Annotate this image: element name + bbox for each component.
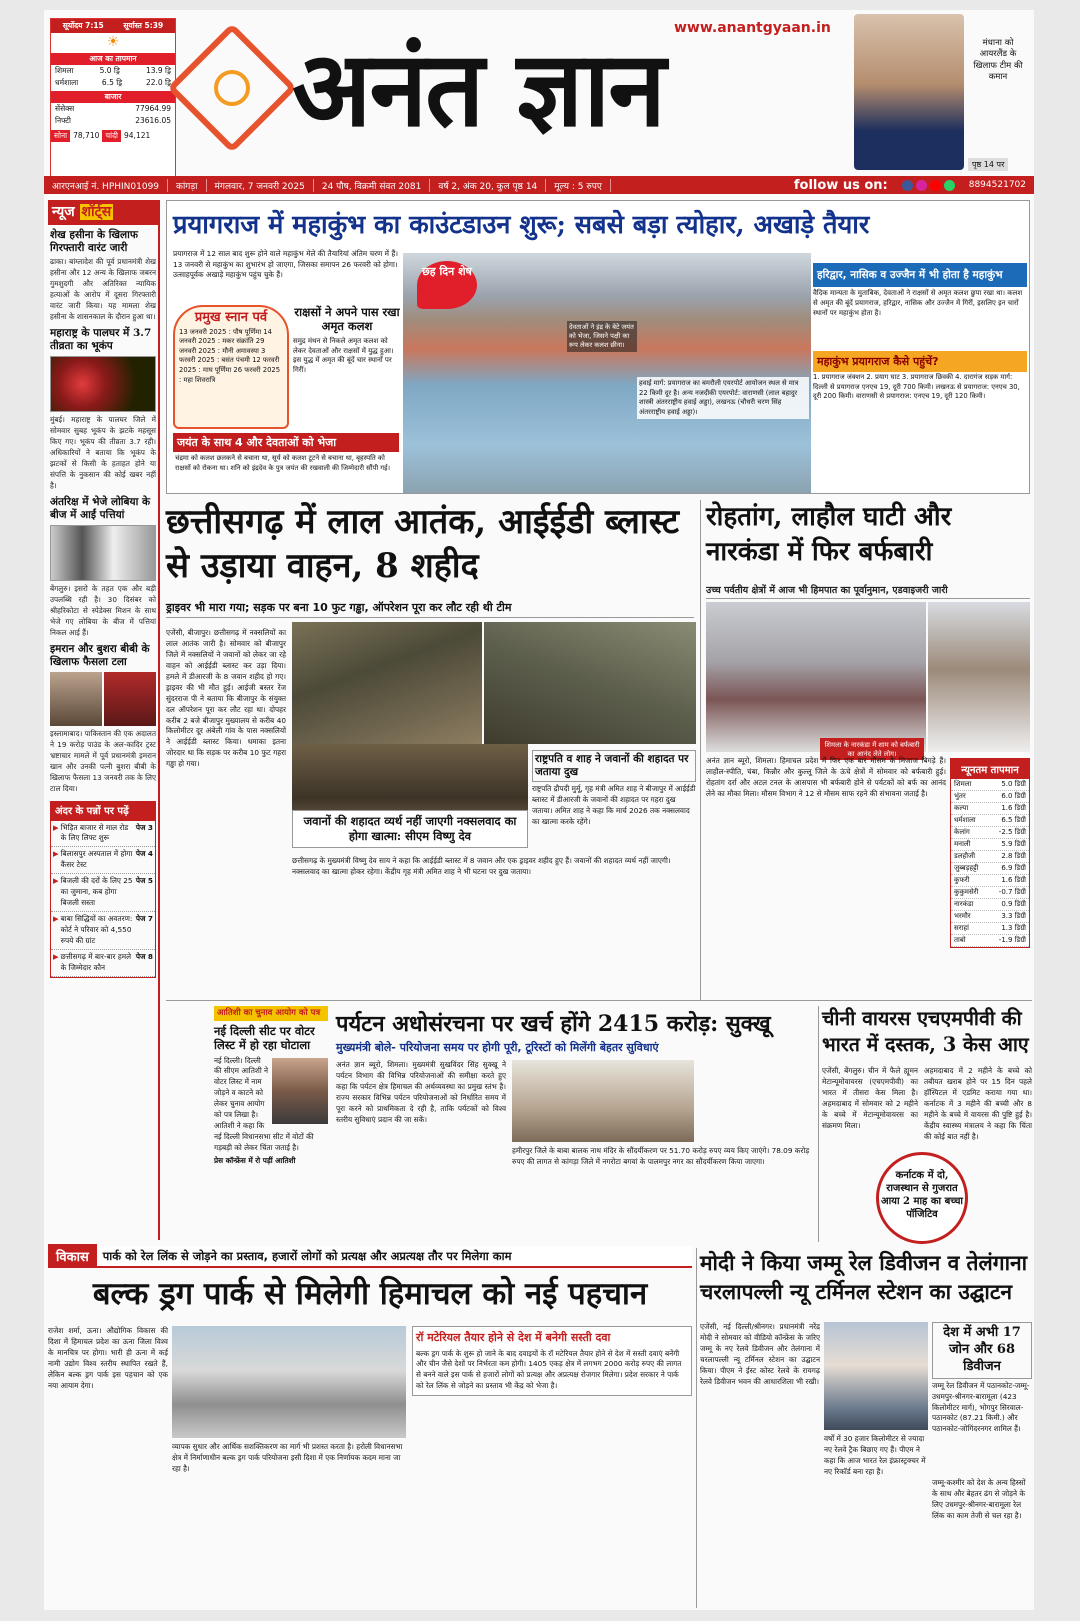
facebook-icon[interactable] [902,180,913,191]
snowfall-subheadline: उच्च पर्वतीय क्षेत्रों में आज भी हिमपात का पूर्वानुमान, एडवाइजरी जारी [706,583,1030,599]
issue-date: मंगलवार, 7 जनवरी 2025 [207,179,314,192]
inside-item[interactable]: ▶ बाबा सिद्धियों का अवतरण: कोर्ट ने परिवार को 4,550 रुपये की ग्रांट पेज 7 [51,912,155,950]
president-box [532,750,696,828]
inside-item[interactable]: ▶ बिलासपुर अस्पताल में होगा कैंसर टेस्ट पेज 4 [51,847,155,874]
min-temp-table [950,758,1030,948]
short-headline: इमरान और बुशरा बीबी के खिलाफ फैसला टला [50,642,150,668]
newspaper-page [44,10,1034,1610]
cm-quote-text: छत्तीसगढ़ के मुख्यमंत्री विष्णु देव साय ने कहा कि आईईडी ब्लास्ट में 8 जवान और एक ड्राइवर शहीद हुए हैं। जवानों की शहादत व्यर्थ नहीं जाएगी। नक्सलवाद का खात्मा होकर रहेगा। केंद्रीय गृह मंत्री अमित शाह ने भी घटना पर दुख जताया। [292,856,671,876]
amrit-box [293,305,401,376]
temp-row [951,779,1029,791]
atishi-photo [272,1058,328,1124]
how-to-reach-text: 1. प्रयागराज जंक्शन 2. प्रयाग घाट 3. प्रयागराज छिवकी 4. दारागंज सड़क मार्ग: दिल्ली से प्रयागराज एनएच 19, दूरी 700 किमी। लखनऊ से प्रयागराज: एनएच 30, दूरी 200 किमी। वाराणसी से प्रयागराज: एनएच 19, दूरी 120 किमी। [813,373,1020,401]
modi-photo [824,1322,928,1430]
kumbh-intro: प्रयागराज में 12 साल बाद शुरू होने वाले महाकुंभ मेले की तैयारियां अंतिम चरण में हैं। 13 जनवरी से महाकुंभ का शुभारंभ हो जाएगा, जिसका समापन 26 फरवरी को होगा। उत्साहपूर्वक अखाड़े महाकुंभ पहुंच चुके हैं। [173,249,398,280]
temp-city: ताबो [954,936,966,944]
hmpv-headline: चीनी वायरस एचएमपीवी की भारत में दस्तक, 3 केस आए [822,1007,1029,1057]
temp-value: 3.3 डिग्री [1001,912,1026,920]
rni-number: आरएनआई नं. HPHIN01099 [44,179,168,192]
whatsapp-icon[interactable] [944,180,955,191]
portrait-imran [50,672,102,726]
short-text: बेंगलुरु। इसरो के तहत एक और बड़ी उपलब्धि रही है। 30 दिसंबर को श्रीहरिकोटा से स्पेडेक्स मिशन के साथ भेजे गए लोबिया के बीज में पत्तियां निकल आई हैं। [50,583,156,637]
sun-times [51,19,175,33]
atishi-headline: नई दिल्ली सीट पर वोटर लिस्ट में हो रहा घोटाला [214,1023,315,1053]
temp-row [951,851,1029,863]
temp-city: जुब्बड़हट्टी [954,864,979,872]
short-text: इस्लामाबाद। पाकिस्तान की एक अदालत ने 19 करोड़ पाउंड के अल-कादिर ट्रस्ट भ्रष्टाचार मामले में पूर्व प्रधानमंत्री इमरान खान और उनकी पत्नी बुशरा बीबी के खिलाफ फैसला 13 जनवरी तक के लिए टाल दिया। [50,728,156,793]
hmpv-callout: कर्नाटक में दो, राजस्थान से गुजरात आया 2 माह का बच्चा पॉजिटिव [876,1152,968,1244]
atishi-tag: आतिशी का चुनाव आयोग को पत्र [214,1006,328,1021]
temp-value: 6.5 डिग्री [1001,816,1026,824]
ad-page-ref: पृष्ठ 14 पर [968,158,1008,171]
temp-row [951,875,1029,887]
follow-label: follow us on: [793,177,888,193]
cm-quote: जवानों की शहादत व्यर्थ नहीं जाएगी नक्सलवाद का होगा खात्मा: सीएम विष्णु देव [292,810,528,848]
hari-text: वैदिक मान्यता के मुताबिक, देवताओं ने राक्षसों से अमृत कलश छुपा रखा था। कलश से अमृत की बूंदें प्रयागराज, हरिद्वार, नासिक और उज्जैन में गिरीं, इसलिए इन चारों स्थानों पर महाकुंभ होता है। [813,289,1023,317]
column-rule [700,500,701,1000]
vikas-tag: विकास [48,1244,97,1268]
market-title: बाजार [51,91,175,103]
website-link[interactable]: www.anantgyaan.in [674,20,831,36]
temp-row [951,899,1029,911]
raw-material-title: रॉ मटेरियल तैयार होने से देश में बनेगी सस्ती दवा [416,1331,611,1344]
countdown-badge: छह दिन शेष [417,261,477,309]
tourism-text: अनंत ज्ञान ब्यूरो, शिमला। मुख्यमंत्री सुखविंदर सिंह सुक्खू ने पर्यटन विभाग की विभिन्न परियोजनाओं की समीक्षा करते हुए कहा कि पर्यटन क्षेत्र हिमाचल की अर्थव्यवस्था का प्रमुख स्तंभ है। राज्य सरकार विभिन्न पर्यटन परियोजनाओं को निर्धारित समय में पूरा करने को प्राथमिकता दे रही है, ताकि पर्यटकों को विश्व स्तरीय सुविधाएं प्रदान की जा सकें। [336,1060,506,1124]
satellite-image [50,525,156,581]
tourism-text-2: हमीरपुर जिले के बाबा बालक नाथ मंदिर के सौंदर्यीकरण पर 51.70 करोड़ रुपए व्यय किए जाएंगे। 78.09 करोड़ रुपए की लागत से कांगड़ा जिले में नगरोटा बगवां के पालमपुर नगर का सौंदर्यीकरण किया जाएगा। [512,1146,810,1166]
column-rule [818,1006,819,1242]
temp-row [951,839,1029,851]
inside-pages-box [50,801,156,978]
portraits [50,672,156,726]
snowfall-text: अनंत ज्ञान ब्यूरो, शिमला। हिमाचल प्रदेश में फिर एक बार मौसम के मिजाज बिगड़े हैं। लाहौल-स्पीति, चंबा, किन्नौर और कुल्लू जिले के ऊंचे क्षेत्रों में सोमवार को बर्फबारी हुई। रोहतांग दर्रा और अटल टनल के आसपास भी बर्फबारी होने से पर्यटकों को बर्फ का आनंद लेने का मौका मिला। मौसम विभाग ने 12 से मौसम साफ रहने की संभावना जताई है। [706,756,946,798]
amrit-title: राक्षसों ने अपने पास रखा अमृत कलश [294,305,400,334]
temp-row: शिमला 5.0 ड्रि 13.9 ड्रि [55,66,171,75]
cg-text: एजेंसी, बीजापुर। छत्तीसगढ़ में नक्सलियों का लाल आतंक जारी है। सोमवार को बीजापुर जिले में नक्सलियों ने जवानों को लेकर जा रहे वाहन को आईईडी ब्लास्ट कर उड़ा दिया। हमले में डीआरजी के 8 जवान शहीद हो गए। ड्राइवर की भी मौत हुई। आईजी बस्तर रेंज सुंदरराज पी ने बताया कि बीजापुर के संयुक्त दल ऑपरेशन पूरा कर लौट रहा था। दोपहर करीब 2 बजे बीजापुर मुख्यालय से करीब 40 किलोमीटर दूर अंबेली गांव के पास नक्सलियों ने आईईडी ब्लास्ट किया। धमाका इतना जोरदार था कि सड़क पर करीब 10 फुट गहरा गड्ढा हो गया। [166,628,286,769]
snan-title: प्रमुख स्नान पर्व [194,310,268,325]
bulk-drug-text-2: व्यापक सुधार और आर्थिक सशक्तिकरण का मार्ग भी प्रशस्त करता है। हरोली विधानसभा क्षेत्र में निर्माणाधीन बल्क ड्रग पार्क परियोजना इसी दिशा में एक निर्णायक कदम माना जा रहा है। [172,1442,403,1473]
snowfall-caption: शिमला के नारकंडा में शाम को बर्फबारी का आनंद लेते लोग। [820,738,924,760]
short-headline: महाराष्ट्र के पालघर में 3.7 तीव्रता का भूकंप [50,326,152,352]
zones-box [932,1322,1032,1435]
metal-prices: सोना 78,710 चांदी 94,121 [51,130,175,142]
inside-item[interactable]: ▶ भिड़ित बाजार से माल रोड के लिए लिफ्ट शुरू पेज 3 [51,821,155,848]
sunset: सूर्यास्त 5:39 [123,21,164,30]
amrit-text: समुद्र मंथन से निकले अमृत कलश को लेकर देवताओं और राक्षसों में युद्ध हुआ। इस युद्ध में अमृत की बूंदें चार स्थानों पर गिरीं। [293,336,394,375]
vikas-strap: पार्क को रेल लिंक से जोड़ने का प्रस्ताव, हजारों लोगों को प्रत्यक्ष और अप्रत्यक्ष तौर पर मिलेगा काम [102,1248,512,1263]
temp-city: कुफरी [954,876,970,884]
temp-row [951,863,1029,875]
snowfall-headline: रोहतांग, लाहौल घाटी और नारकंडा में फिर बर्फबारी [706,502,952,568]
market-row: सेंसेक्स 77964.99 [55,104,171,113]
sun-icon: ☀ [106,34,120,50]
inside-item[interactable]: ▶ बिजली की दरों के लिए 25 का जुमाना, कब होगा बिजली सस्ता पेज 5 [51,874,155,912]
temp-row [951,887,1029,899]
short-headline: शेख हसीना के खिलाफ गिरफ्तारी वारंट जारी [50,229,138,255]
sunrise: सूर्योदय 7:15 [62,21,104,30]
edition-city: कांगड़ा [168,179,206,192]
seismograph-image [50,356,156,412]
temp-value: 5.9 डिग्री [1001,840,1026,848]
temp-row [951,791,1029,803]
bulk-drug-headline: बल्क ड्रग पार्क से मिलेगी हिमाचल को नई पहचान [92,1276,648,1312]
rail-text-3: जम्मू-कश्मीर को देश के अन्य हिस्सों के साथ और बेहतर ढंग से जोड़ने के लिए उधमपुर-श्रीनगर-बारामूला रेल लिंक का काम तेजी से चल रहा है। [932,1478,1026,1520]
issue-info: वर्ष 2, अंक 20, कुल पृष्ठ 14 [430,179,546,192]
arrow-icon: ▶ [53,914,59,924]
zones-text: जम्मू रेल डिवीजन में पठानकोट-जम्मू-उधमपुर-श्रीनगर-बारामूला (423 किलोमीटर मार्ग), भोगपुर सिरवाल-पठानकोट (87.21 किमी.) और पठानकोट-जोगिंदरनगर शामिल हैं। [932,1380,1030,1434]
kumbh-headline: प्रयागराज में महाकुंभ का काउंटडाउन शुरू; सबसे बड़ा त्योहार, अखाड़े तैयार [173,210,870,240]
temp-city: मनाली [954,840,971,848]
masthead [44,10,1034,182]
temp-value: -0.7 डिग्री [998,888,1026,896]
jayant-title: जयंत के साथ 4 और देवताओं को भेजा [173,433,399,452]
price: मूल्य : 5 रुपए [546,179,611,192]
temp-row [951,935,1029,947]
temp-city: नारकंडा [954,900,974,908]
zones-title: देश में अभी 17 जोन और 68 डिवीजन [932,1322,1032,1379]
snow-cars-photo [928,602,1030,752]
temp-value: 1.6 डिग्री [1001,876,1026,884]
temp-value: -2.5 डिग्री [998,828,1026,836]
cg-headline: छत्तीसगढ़ में लाल आतंक, आईईडी ब्लास्ट से उड़ाया वाहन, 8 शहीद [166,502,680,587]
atishi-story [214,1006,328,1167]
meeting-photo [512,1060,694,1142]
atishi-text: नई दिल्ली। दिल्ली की सीएम आतिशी ने वोटर लिस्ट में नाम जोड़ने व काटने को लेकर चुनाव आयोग को पत्र लिखा है। आतिशी ने कहा कि नई दिल्ली विधानसभा सीट में वोटों की गड़बड़ी को लेकर चिंता जताई है। [214,1055,314,1152]
cricketer-photo [854,14,964,170]
temp-city: कल्पा [954,804,969,812]
temp-row [951,923,1029,935]
newspaper-title: अनंत ज्ञान [292,27,664,150]
tourism-subheadline: मुख्यमंत्री बोले- परियोजना समय पर होगी पूरी, टूरिस्टों को मिलेंगी बेहतर सुविधाएं [336,1041,659,1054]
jayant-box [173,433,399,489]
short-headline: अंतरिक्ष में भेजे लोबिया के बीज में आईं पत्तियां [50,495,151,521]
arrow-icon: ▶ [53,849,59,859]
temp-value: 2.8 डिग्री [1001,852,1026,860]
kumbh-section [166,200,1030,494]
temp-city: डलहौजी [954,852,976,860]
bulk-drug-text: राजेश शर्मा, ऊना। औद्योगिक विकास की दिशा में हिमाचल प्रदेश का ऊना जिला विश्व के मानचित्र पर होगा। भारी ही ऊना में कई नामी उद्योग विश्व स्तरीय स्थापित रखते हैं, लेकिन बल्क ड्रग पार्क इस पहचान को एक नया आयाम देगा। [48,1326,168,1390]
temp-value: 1.3 डिग्री [1001,924,1026,932]
tourism-headline: पर्यटन अधोसंरचना पर खर्च होंगे 2415 करोड़: सुक्खू [336,1011,771,1037]
arrow-icon: ▶ [53,822,59,832]
temp-row: धर्मशाला 6.5 ड्रि 22.0 ड्रि [55,78,171,87]
temp-city: केलांग [954,828,970,836]
temp-city: भुंतर [954,792,966,800]
temp-value: -1.9 डिग्री [998,936,1026,944]
temp-row [951,803,1029,815]
temperature-title: आज का तापमान [51,53,175,65]
temp-value: 6.0 डिग्री [1001,792,1026,800]
temp-value: 0.9 डिग्री [1001,900,1026,908]
temp-value: 1.6 डिग्री [1001,804,1026,812]
row-rule [166,1000,1032,1001]
raw-material-text: बल्क ड्रग पार्क के शुरू हो जाने के बाद दवाइयों के रॉ मटेरियल तैयार होने से देश में सस्ती दवाएं बनेंगी और चीन जैसे देशों पर निर्भरता कम होगी। 1405 एकड़ क्षेत्र में लगभग 2000 करोड़ रुपए की लागत से बनने वाले इस पार्क से हजारों लोगों को प्रत्यक्ष और अप्रत्यक्ष रोजगार मिलेगा। प्रदेश सरकार ने पार्क को रेल लिंक से जोड़ने का प्रस्ताव भी केंद्र को भेजा है। [416,1348,682,1391]
temp-city: शिमला [954,780,972,788]
newspaper-logo-icon [167,23,297,153]
snan-dates-box [173,305,289,429]
forces-photo [484,622,696,744]
atishi-caption: प्रेस कॉन्फ्रेंस में रो पड़ीं आतिशी [214,1155,296,1165]
rail-text-2: वर्षों में 30 हजार किलोमीटर से ज्यादा नए रेलवे ट्रैक बिछाए गए हैं। पीएम ने कहा कि आज भारत रेल इंफ्रास्ट्रक्चर में नए रिकॉर्ड बना रहा है। [824,1434,926,1476]
samvat: 24 पौष, विक्रमी संवत 2081 [314,179,430,192]
news-shorts-column [48,200,160,1240]
air-route-text: हवाई मार्ग: प्रयागराज का बमरौली एयरपोर्ट आयोजन स्थल से मात्र 22 किमी दूर है। अन्य नजदीकी एयरपोर्ट: वाराणसी (लाल बहादुर शास्त्री अंतरराष्ट्रीय हवाई अड्डा), लखनऊ (चौधरी चरण सिंह अंतरराष्ट्रीय हवाई अड्डा)। [637,377,809,419]
arrow-icon: ▶ [53,876,59,886]
raw-material-box [412,1326,692,1396]
market-row: निफ्टी 23616.05 [55,116,171,125]
cg-subheadline: ड्राइवर भी मारा गया; सड़क पर बना 10 फुट गड्ढा, ऑपरेशन पूरा कर लौट रही थी टीम [166,600,694,618]
drug-park-photo [172,1326,406,1438]
short-text: ढाका। बांग्लादेश की पूर्व प्रधानमंत्री शेख हसीना और 12 अन्य के खिलाफ जबरन गुमशुदगी और अतिरिक्त न्यायिक हत्याओं के आरोप में दूसरा गिरफ्तारी वारंट जारी किया। यह मामला शेख हसीना के शासनकाल के दौरान हुआ था। [50,257,156,321]
portrait-bushra [104,672,156,726]
instagram-icon[interactable] [916,180,927,191]
phone-number: 8894521702 [968,180,1026,190]
kumbh-callout: देवताओं ने इंद्र के बेटे जयंत को भेजा, जिसने पक्षी का रूप लेकर कलश छीना। [567,321,637,352]
dateline-bar [44,176,1034,194]
temp-value: 6.9 डिग्री [1001,864,1026,872]
temp-row [951,815,1029,827]
how-to-reach-title: महाकुंभ प्रयागराज कैसे पहुंचें? [813,351,1027,372]
social-icons [896,180,961,191]
jayant-text: चंद्रमा को कलश छलकने से बचाना था, सूर्य को कलश टूटने से बचाना था, बृहस्पति को राक्षसों को रोकना था। शनि को इंद्रदेव के पुत्र जयंत की रखवाली की जिम्मेदारी सौंपी गई। [175,454,391,472]
rail-text: एजेंसी, नई दिल्ली/श्रीनगर। प्रधानमंत्री नरेंद्र मोदी ने सोमवार को वीडियो कॉन्फ्रेंस के जरिए जम्मू के नए रेलवे डिवीजन और तेलंगाना में चरलापल्ली न्यू टर्मिनल स्टेशन का उद्घाटन किया। पीएम ने ईस्ट कोस्ट रेलवे के रायगढ़ रेलवे डिवीजन भवन की आधारशिला भी रखी। [700,1322,820,1386]
hmpv-text-2: अहमदाबाद में 2 महीने के बच्चे को तबीयत खराब होने पर 15 दिन पहले हॉस्पिटल में एडमिट कराया गया था। कर्नाटक में 3 महीने की बच्ची और 8 महीने के बच्चे में वायरस की पुष्टि हुई है। केंद्रीय स्वास्थ्य मंत्रालय ने कहा कि चिंता की कोई बात नहीं है। [924,1066,1032,1141]
news-shorts-heading: न्यूज शॉर्ट्स [48,200,158,225]
inside-item[interactable]: ▶ छत्तीसगढ़ में बार-बार हमले के जिम्मेदार कौन पेज 8 [51,950,155,977]
inside-pages-title: अंदर के पन्नों पर पढ़ें [51,802,155,821]
temp-city: भरमौर [954,912,971,920]
president-title: राष्ट्रपति व शाह ने जवानों की शहादत पर जताया दुख [532,750,696,782]
temp-row [951,911,1029,923]
short-text: मुंबई। महाराष्ट्र के पालघर जिले में सोमवार सुबह भूकंप के झटके महसूस किए गए। भूकंप की तीव्रता 3.7 रही। अधिकारियों ने बताया कि भूकंप के झटकों से किसी के हताहत होने या संपत्ति के नुकसान की कोई खबर नहीं है। [50,415,156,490]
ad-caption: मंधाना को आयरलैंड के खिलाफ टीम की कमान [973,38,1023,83]
youtube-icon[interactable] [930,180,941,191]
temp-row [951,827,1029,839]
hari-title: हरिद्वार, नासिक व उज्जैन में भी होता है महाकुंभ [813,263,1027,287]
snowfall-photo [706,602,926,752]
column-rule [696,1248,697,1608]
blast-photo [292,622,482,744]
info-box [50,18,176,178]
hmpv-text: एजेंसी, बेंगलुरु। चीन में फैले ह्यूमन मेटान्यूमोवायरस (एचएमपीवी) का भारत में तीसरा केस मिला है। अहमदाबाद में सोमवार को 2 महीने के बच्चे में मेटान्यूमोवायरस का संक्रमण मिला। [822,1066,918,1130]
temp-city: धर्मशाला [954,816,976,824]
arrow-icon: ▶ [53,951,59,961]
min-temp-title: न्यूनतम तापमान [951,759,1029,779]
vikas-banner [48,1246,692,1268]
president-text: राष्ट्रपति द्रौपदी मुर्मू, गृह मंत्री अमित शाह ने बीजापुर में आईईडी ब्लास्ट में डीआरजी के जवानों की शहादत पर गहरा दुख जताया। अमित शाह ने कहा कि मार्च 2026 तक नक्सलवाद का खात्मा करके रहेंगे। [532,784,696,827]
temp-value: 5.0 डिग्री [1001,780,1026,788]
temp-city: सराहां [954,924,969,932]
snan-dates: 13 जनवरी 2025 : पौष पूर्णिमा 14 जनवरी 2025 : मकर संक्रांति 29 जनवरी 2025 : मौनी अमावस्या 3 फरवरी 2025 : बसंत पंचमी 12 फरवरी 2025 : माघ पूर्णिमा 26 फरवरी 2025 : महा शिवरात्रि [179,327,281,384]
rail-headline: मोदी ने किया जम्मू रेल डिवीजन व तेलंगाना चरलापल्ली न्यू टर्मिनल स्टेशन का उद्घाटन [700,1250,1028,1305]
temp-city: कुकुमसेरी [954,888,979,896]
